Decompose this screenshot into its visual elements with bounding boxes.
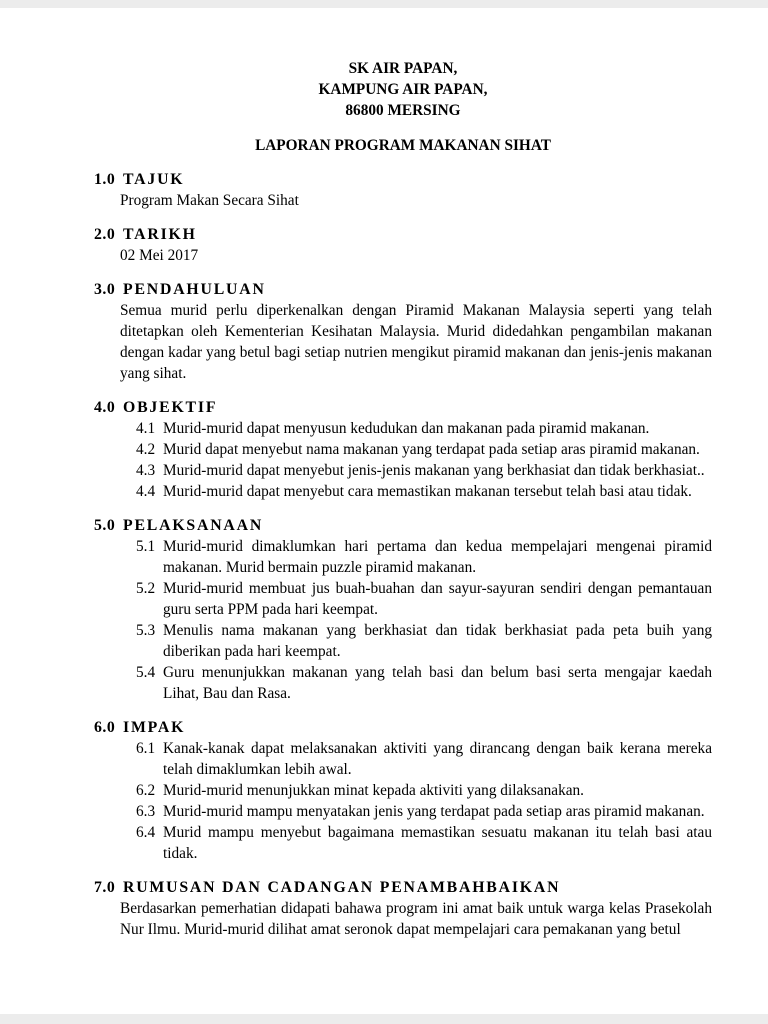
section-heading-label: RUMUSAN DAN CADANGAN PENAMBAHBAIKAN [123,879,561,896]
list-item-number: 5.4 [136,664,156,681]
list-item-number: 6.3 [136,803,156,820]
section-body: Semua murid perlu diperkenalkan dengan Piramid Makanan Malaysia seperti yang telah ditetapkan oleh Kementerian Kesihatan Malaysia. Murid didedahkan pengambilan makanan dengan kadar yang betul bagi setiap nutrien mengikut piramid makanan dan jenis-jenis makanan yang sihat. [120,302,712,382]
list-item-text: Kanak-kanak dapat melaksanakan aktiviti yang dirancang dengan baik kerana mereka telah dimaklumkan lebih awal. [163,740,712,778]
list-item-text: Murid dapat menyebut nama makanan yang terdapat pada setiap aras piramid makanan. [163,441,700,458]
document-page [0,8,768,1014]
section-item-list [136,738,712,864]
list-item-number: 4.3 [136,462,156,479]
section-number: 3.0 [94,281,116,298]
list-item [136,439,712,460]
list-item [136,578,712,620]
section-body: Berdasarkan pemerhatian didapati bahawa program ini amat baik untuk warga kelas Prasekolah Nur Ilmu. Murid-murid dilihat amat seronok dapat mempelajari cara pemakanan yang betul [120,900,712,938]
list-item-number: 6.4 [136,824,156,841]
list-item [136,822,712,864]
section-heading-label: TARIKH [123,226,197,243]
list-item [136,418,712,439]
list-item [136,481,712,502]
section-heading-label: PELAKSANAAN [123,517,264,534]
section-heading-label: PENDAHULUAN [123,281,266,298]
section-rumusan [94,877,712,940]
school-postcode-line: 86800 MERSING [345,102,461,119]
section-heading [94,397,712,418]
section-heading [94,515,712,536]
list-item-number: 4.2 [136,441,156,458]
list-item-text: Menulis nama makanan yang berkhasiat dan tidak berkhasiat pada peta buih yang diberikan pada hari keempat. [163,622,712,660]
section-heading-label: IMPAK [123,719,186,736]
list-item [136,738,712,780]
section-pendahuluan [94,279,712,384]
section-heading [94,279,712,300]
section-heading [94,169,712,190]
section-item-list [136,418,712,502]
section-number: 2.0 [94,226,116,243]
list-item [136,620,712,662]
list-item-text: Guru menunjukkan makanan yang telah basi dan belum basi serta mengajar kaedah Lihat, Bau dan Rasa. [163,664,712,702]
list-item-number: 5.2 [136,580,156,597]
section-heading [94,877,712,898]
list-item-number: 4.1 [136,420,156,437]
section-heading-label: OBJEKTIF [123,399,218,416]
list-item-number: 5.3 [136,622,156,639]
list-item-text: Murid-murid dimaklumkan hari pertama dan kedua mempelajari mengenai piramid makanan. Murid bermain puzzle piramid makanan. [163,538,712,576]
school-name: SK AIR PAPAN, [348,60,458,77]
section-item-list [136,536,712,704]
section-number: 4.0 [94,399,116,416]
section-tarikh [94,224,712,266]
section-impak [94,717,712,864]
list-item [136,780,712,801]
list-item-number: 6.1 [136,740,156,757]
letterhead [94,58,712,121]
section-tajuk [94,169,712,211]
list-item-text: Murid mampu menyebut bagaimana memastikan sesuatu makanan itu telah basi atau tidak. [163,824,712,862]
list-item-text: Murid-murid membuat jus buah-buahan dan sayur-sayuran sendiri dengan pemantauan guru serta PPM pada hari keempat. [163,580,712,618]
list-item-text: Murid-murid dapat menyusun kedudukan dan makanan pada piramid makanan. [163,420,650,437]
school-address-line: KAMPUNG AIR PAPAN, [318,81,488,98]
section-number: 1.0 [94,171,116,188]
list-item [136,662,712,704]
section-body: Program Makan Secara Sihat [120,192,299,209]
section-objektif [94,397,712,502]
list-item-text: Murid-murid dapat menyebut jenis-jenis makanan yang berkhasiat dan tidak berkhasiat.. [163,462,705,479]
list-item [136,801,712,822]
list-item [136,536,712,578]
section-number: 7.0 [94,879,116,896]
section-pelaksanaan [94,515,712,704]
section-heading [94,224,712,245]
list-item-number: 5.1 [136,538,156,555]
section-heading-label: TAJUK [123,171,185,188]
section-number: 6.0 [94,719,116,736]
list-item-text: Murid-murid mampu menyatakan jenis yang terdapat pada setiap aras piramid makanan. [163,803,705,820]
list-item-number: 4.4 [136,483,156,500]
list-item-number: 6.2 [136,782,156,799]
section-body: 02 Mei 2017 [120,247,199,264]
section-heading [94,717,712,738]
section-number: 5.0 [94,517,116,534]
list-item-text: Murid-murid menunjukkan minat kepada aktiviti yang dilaksanakan. [163,782,584,799]
document-title: LAPORAN PROGRAM MAKANAN SIHAT [255,137,551,154]
list-item [136,460,712,481]
list-item-text: Murid-murid dapat menyebut cara memastikan makanan tersebut telah basi atau tidak. [163,483,692,500]
